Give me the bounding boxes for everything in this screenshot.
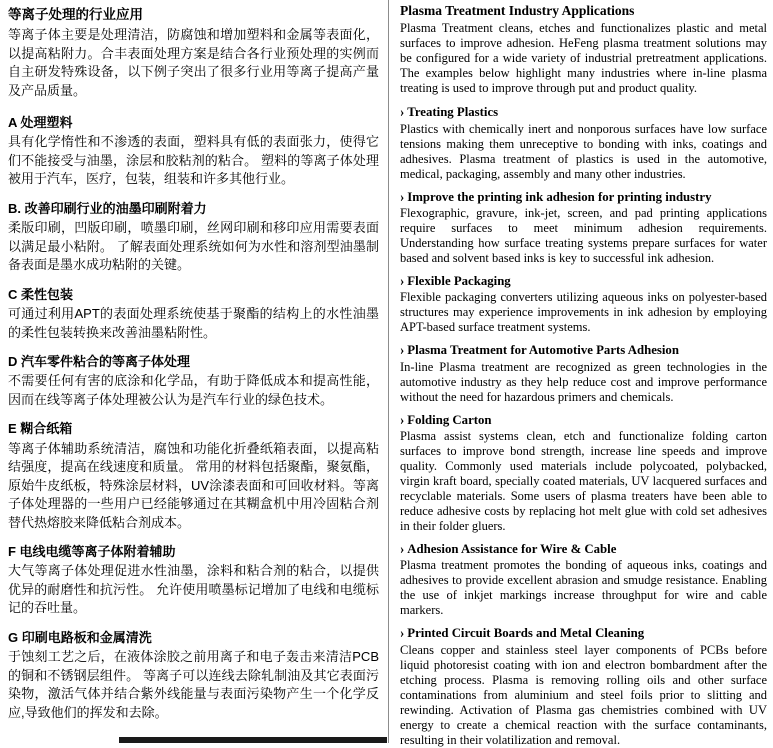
section-wire-cable: [400, 542, 767, 618]
section-heading: [400, 274, 767, 289]
section-pcb-metal-cleaning: [400, 626, 767, 747]
chevron-icon: ›: [400, 625, 405, 642]
section-body: Plasma treatment promotes the bonding of aqueous inks, coatings and adhesives to provide excellent abrasion and smudge resistance. Enabling the use of inkjet markings increase throughput for wire and cable markers.: [400, 558, 767, 618]
section-plastics-zh: [8, 114, 379, 189]
section-heading: G 印刷电路板和金属清洗: [8, 629, 152, 645]
section-heading-text: Printed Circuit Boards and Metal Cleaning: [407, 626, 645, 641]
section-heading: [400, 413, 767, 428]
section-heading: [400, 105, 767, 120]
section-heading: C 柔性包装: [8, 286, 74, 302]
section-folding-carton-zh: [8, 420, 379, 532]
section-heading: A 处理塑料: [8, 114, 73, 130]
section-heading: [400, 190, 767, 205]
section-heading-text: Adhesion Assistance for Wire & Cable: [407, 541, 617, 556]
chevron-icon: ›: [400, 188, 405, 205]
section-flexible-packaging-zh: [8, 286, 379, 342]
section-heading: D 汽车零件粘合的等离子体处理: [8, 353, 191, 369]
section-body: Plastics with chemically inert and nonporous surfaces have low surface tensions making them unreceptive to bonding with inks, coatings and adhesives. Plasma treatment of plastics is used in the automotive, medical, packaging, assembly and many other industries.: [400, 121, 767, 181]
section-body: 具有化学惰性和不渗透的表面，塑料具有低的表面张力，使得它们不能接受与油墨，涂层和胶粘剂的粘合。 塑料的等离子体处理被用于汽车，医疗，包装，组装和许多其他行业。: [8, 134, 379, 187]
chinese-column: [0, 0, 388, 743]
section-heading: [400, 542, 767, 557]
section-wire-cable-zh: [8, 543, 379, 618]
section-flexible-packaging: [400, 274, 767, 335]
section-folding-carton: [400, 413, 767, 534]
section-automotive-zh: [8, 353, 379, 409]
section-body: 柔版印刷，凹版印刷，喷墨印刷，丝网印刷和移印应用需要表面以满足最小粘附。 了解表面处理系统如何为水性和溶剂型油墨制备表面是墨水成功粘附的关键。: [8, 220, 379, 273]
section-heading: E 糊合纸箱: [8, 421, 73, 437]
page-title-zh: 等离子处理的行业应用: [8, 7, 143, 22]
intro-paragraph-zh: 等离子体主要是处理清洁，防腐蚀和增加塑料和金属等表面化，以提高粘附力。合丰表面处理方案是结合各行业预处理的实例而自主研发特殊设备，以下例子突出了很多行业用等离子提高产量及产品质量。: [8, 27, 379, 98]
section-body: 可通过利用APT的表面处理系统使基于聚酯的结构上的水性油墨的柔性包装转换来改善油墨粘附性。: [8, 306, 379, 340]
section-body: 不需要任何有害的底涂和化学品，有助于降低成本和提高性能，因而在线等离子体处理被公认为是汽车行业的绿色技术。: [8, 373, 379, 407]
section-body: 等离子体辅助系统清洁，腐蚀和功能化折叠纸箱表面，以提高粘结强度，提高在线速度和质量。 常用的材料包括聚酯，聚氨酯，原始牛皮纸板，特殊涂层材料，UV涂漆表面和可回收材料。等离子体处理器的一些用户已经能够通过在其糊盒机中用冷固粘合剂替代热熔胶来降低粘合剂成本。: [8, 440, 379, 530]
section-heading-text: Improve the printing ink adhesion for printing industry: [407, 189, 712, 204]
section-heading: [400, 626, 767, 641]
section-treating-plastics: [400, 105, 767, 181]
english-column: [389, 0, 773, 747]
section-heading-text: Treating Plastics: [407, 105, 499, 120]
section-printing-ink-adhesion: [400, 190, 767, 266]
section-pcb-metal-zh: [8, 629, 379, 722]
section-automotive-parts: [400, 343, 767, 404]
section-heading: F 电线电缆等离子体附着辅助: [8, 544, 176, 560]
chevron-icon: ›: [400, 342, 405, 359]
footer-bar: [119, 737, 387, 743]
chevron-icon: ›: [400, 104, 405, 121]
chevron-icon: ›: [400, 272, 405, 289]
page-title-en: Plasma Treatment Industry Applications: [400, 3, 635, 18]
section-printing-zh: [8, 200, 379, 275]
section-body: 大气等离子体处理促进水性油墨，涂料和粘合剂的粘合，以提供优异的耐磨性和抗污性。 允许使用喷墨标记增加了电线和电缆标记的吞吐量。: [8, 563, 379, 616]
section-body: Cleans copper and stainless steel layer components of PCBs before liquid photoresist coating with ion and electron bombardment after the etching process. Plasma is removing rolling oils and other surface contaminations from aluminium and steel foils prior to slitting and rewinding. Activation of Plasma gas chemistries combined with UV energy to create a chemical reaction with the surface contaminants, resulting in their volatilization and removal.: [400, 642, 767, 747]
section-body: 于蚀刻工艺之后，在液体涂胶之前用离子和电子轰击来清洁PCB的铜和不锈钢层组件。 等离子可以连线去除轧制油及其它表面污染物，激活气体并结合紫外线能量与表面污染物产生一个化学反应,导致他们的挥发和去除。: [8, 649, 379, 720]
section-heading-text: Plasma Treatment for Automotive Parts Adhesion: [407, 343, 679, 358]
chevron-icon: ›: [400, 411, 405, 428]
section-heading: B. 改善印刷行业的油墨印刷附着力: [8, 200, 207, 216]
section-body: Flexographic, gravure, ink-jet, screen, and pad printing applications require surfaces to meet minimum adhesion requirements. Understanding how surface treating systems prepare surfaces for water based and solvent based inks is key to successful ink adhesion.: [400, 205, 767, 265]
chevron-icon: ›: [400, 540, 405, 557]
section-body: Flexible packaging converters utilizing aqueous inks on polyester-based structures may experience improvements in ink adhesion by employing APT-based surface treatment systems.: [400, 290, 767, 335]
section-body: In-line Plasma treatment are recognized as green technologies in the automotive industry as they help reduce cost and improve performance without the need for hazardous primers and chemicals.: [400, 359, 767, 404]
section-heading: [400, 343, 767, 358]
section-heading-text: Folding Carton: [407, 412, 492, 427]
section-heading-text: Flexible Packaging: [407, 273, 511, 288]
intro-paragraph-en: Plasma Treatment cleans, etches and functionalizes plastic and metal surfaces to improve adhesion. HeFeng plasma treatment solutions may be configured for a wide variety of industrial pretreatment applications. The examples below highlight many industries where in-line plasma treating is used to improve through put and product quality.: [400, 21, 767, 96]
section-body: Plasma assist systems clean, etch and functionalize folding carton surfaces to improve bond strength, increase line speeds and improve quality. Commonly used materials include polycoated, polybacked, virgin kraft board, specially coated materials, UV lacquered surfaces and recyclable materials. Some users of plasma treaters have been able to reduce adhesive costs by replacing hot melt glue with cold set adhesives in their folder gluers.: [400, 428, 767, 533]
